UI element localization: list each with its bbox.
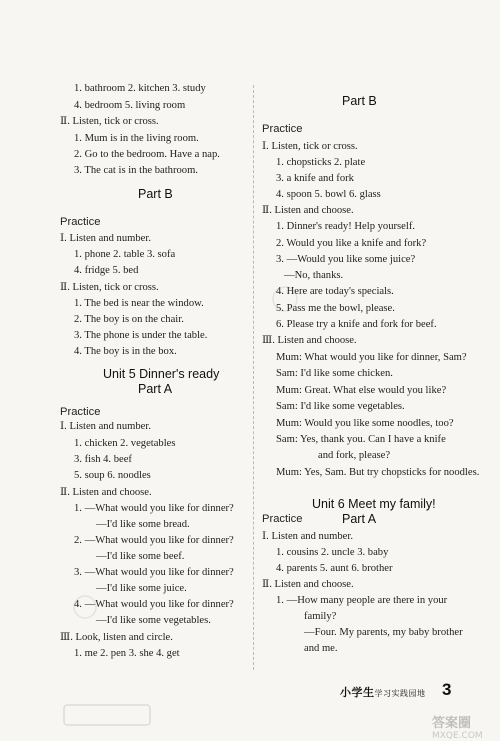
right-text-line: Mum: What would you like for dinner, Sam? <box>276 352 467 363</box>
right-text-line: 3. —Would you like some juice? <box>276 254 416 265</box>
right-text-line: Ⅲ. Listen and choose. <box>262 335 357 346</box>
left-text-line: 1. phone 2. table 3. sofa <box>74 249 176 260</box>
right-text-line: Sam: I'd like some vegetables. <box>276 401 405 412</box>
left-text-line: 5. soup 6. noodles <box>74 470 151 481</box>
left-text-line: 3. The phone is under the table. <box>74 330 208 341</box>
left-text-line: —I'd like some bread. <box>96 519 190 530</box>
watermark-stamp-icon <box>62 702 152 728</box>
left-text-line: 4. fridge 5. bed <box>74 265 139 276</box>
right-text-line: family? <box>304 611 337 622</box>
right-text-line: —Four. My parents, my baby brother <box>304 627 463 638</box>
left-text-line: 4. bedroom 5. living room <box>74 100 186 111</box>
left-text-line: 3. —What would you like for dinner? <box>74 567 234 578</box>
faint-stamp-icon <box>270 284 310 314</box>
right-text-line: 1. cousins 2. uncle 3. baby <box>276 547 389 558</box>
right-text-line: Mum: Would you like some noodles, too? <box>276 418 454 429</box>
left-text-line: Ⅱ. Listen, tick or cross. <box>60 116 159 127</box>
left-text-line: 1. The bed is near the window. <box>74 298 204 309</box>
left-text-line: 2. —What would you like for dinner? <box>74 535 234 546</box>
left-practice-label: Practice <box>60 406 101 418</box>
right-text-line: 4. Here are today's specials. <box>276 286 394 297</box>
left-text-line: —I'd like some beef. <box>96 551 185 562</box>
column-divider <box>253 85 254 670</box>
right-practice-label: Practice <box>262 123 303 135</box>
right-text-line: 4. parents 5. aunt 6. brother <box>276 563 393 574</box>
right-text-line: —No, thanks. <box>284 270 344 281</box>
right-section-heading: Unit 6 Meet my family! <box>312 497 436 511</box>
left-practice-label: Practice <box>60 216 101 228</box>
right-text-line: 4. spoon 5. bowl 6. glass <box>276 189 381 200</box>
left-text-line: Ⅰ. Listen and number. <box>60 233 151 244</box>
footer-brand-sub: 学习实践园地 <box>374 689 426 698</box>
left-text-line: 1. —What would you like for dinner? <box>74 503 234 514</box>
left-text-line: Ⅱ. Listen, tick or cross. <box>60 282 159 293</box>
right-text-line: Sam: Yes, thank you. Can I have a knife <box>276 434 446 445</box>
footer-brand-main: 小学生 <box>340 686 375 699</box>
left-text-line: 1. bathroom 2. kitchen 3. study <box>74 83 206 94</box>
left-text-line: 4. —What would you like for dinner? <box>74 599 234 610</box>
left-section-heading: Unit 5 Dinner's ready <box>103 367 220 381</box>
left-text-line: —I'd like some juice. <box>96 583 187 594</box>
right-text-line: and me. <box>304 643 338 654</box>
right-text-line: 6. Please try a knife and fork for beef. <box>276 319 437 330</box>
left-section-heading: Part A <box>138 382 173 396</box>
left-text-line: —I'd like some vegetables. <box>96 615 211 626</box>
right-text-line: 2. Would you like a knife and fork? <box>276 238 427 249</box>
right-section-heading: Part A <box>342 512 377 526</box>
right-text-line: Ⅱ. Listen and choose. <box>262 205 354 216</box>
left-section-heading: Part B <box>138 187 173 201</box>
right-text-line: 1. —How many people are there in your <box>276 595 448 606</box>
right-text-line: Ⅰ. Listen, tick or cross. <box>262 141 358 152</box>
right-text-line: 1. Dinner's ready! Help yourself. <box>276 221 415 232</box>
faint-stamp-icon <box>70 592 100 622</box>
corner-watermark-line2: MXQE.COM <box>432 731 483 741</box>
right-text-line: Ⅰ. Listen and number. <box>262 531 353 542</box>
right-text-line: 5. Pass me the bowl, please. <box>276 303 395 314</box>
right-text-line: 1. chopsticks 2. plate <box>276 157 366 168</box>
right-text-line: Ⅱ. Listen and choose. <box>262 579 354 590</box>
right-text-line: Mum: Great. What else would you like? <box>276 385 447 396</box>
left-text-line: 1. chicken 2. vegetables <box>74 438 176 449</box>
right-text-line: Mum: Yes, Sam. But try chopsticks for noodles. <box>276 467 480 478</box>
left-text-line: Ⅱ. Listen and choose. <box>60 487 152 498</box>
right-section-heading: Part B <box>342 94 377 108</box>
right-practice-label: Practice <box>262 513 303 525</box>
corner-watermark <box>432 712 494 741</box>
left-text-line: 3. fish 4. beef <box>74 454 132 465</box>
right-text-line: 3. a knife and fork <box>276 173 354 184</box>
corner-watermark-line1: 答案圈 <box>432 716 472 731</box>
left-text-line: 2. The boy is on the chair. <box>74 314 184 325</box>
left-text-line: 4. The boy is in the box. <box>74 346 177 357</box>
left-text-line: Ⅲ. Look, listen and circle. <box>60 632 173 643</box>
left-text-line: 1. me 2. pen 3. she 4. get <box>74 648 180 659</box>
footer-brand <box>340 684 426 700</box>
left-text-line: Ⅰ. Listen and number. <box>60 421 151 432</box>
right-text-line: and fork, please? <box>318 450 391 461</box>
left-text-line: 2. Go to the bedroom. Have a nap. <box>74 149 220 160</box>
left-text-line: 3. The cat is in the bathroom. <box>74 165 198 176</box>
page-number: 3 <box>442 680 452 699</box>
left-text-line: 1. Mum is in the living room. <box>74 133 199 144</box>
right-text-line: Sam: I'd like some chicken. <box>276 368 393 379</box>
